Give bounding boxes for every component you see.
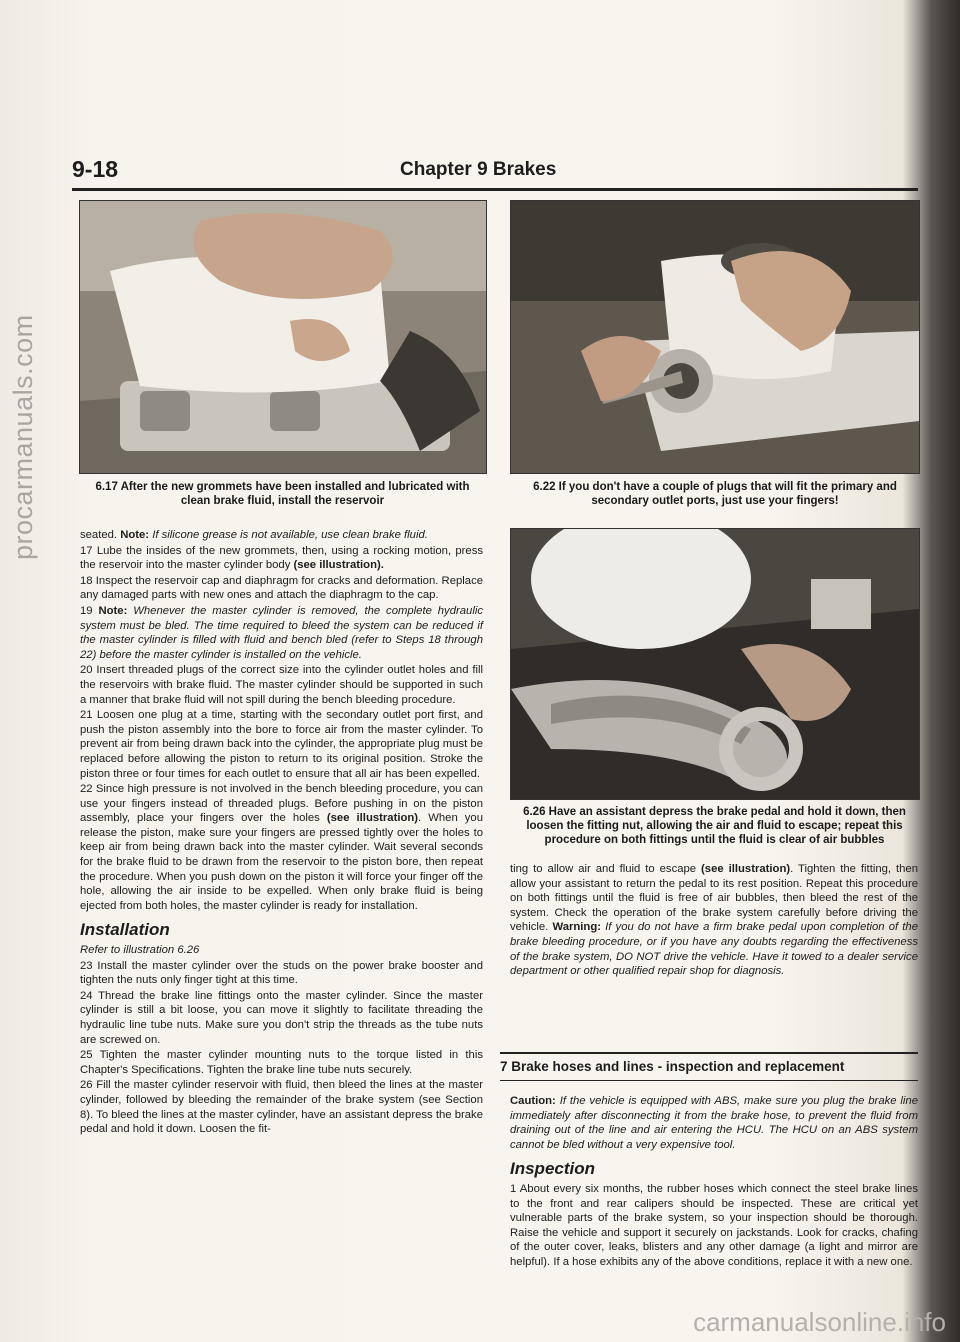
section-7-heading: 7 Brake hoses and lines - inspection and replacement [500,1052,918,1081]
chapter-title: Chapter 9 Brakes [400,159,557,180]
step-21: 21 Loosen one plug at a time, starting with the secondary outlet port first, and push the piston assembly into the bore to force air from the master cylinder. To prevent air from being drawn back into the cylinder, the appropriate plug must be replaced before allowing the piston to return to its original position. Stroke the piston three or four times for each outlet to ensure that all air has been expelled. [80,709,483,780]
caption-6-17: 6.17 After the new grommets have been installed and lubricated with clean brake fluid, install the reservoir [95,481,470,507]
paragraph-seated: seated. Note: If silicone grease is not available, use clean brake fluid. [80,529,428,541]
step-17: 17 Lube the insides of the new grommets, then, using a rocking motion, press the reservoir into the master cylinder body (see illustration). [80,544,483,572]
photo-6-22 [510,200,920,474]
step-18: 18 Inspect the reservoir cap and diaphragm for cracks and deformation. Replace any damaged parts with new ones and attach the diaphragm to the cap. [80,574,483,602]
photo-6-17 [79,200,487,474]
header-rule [72,188,918,191]
caption-6-22: 6.22 If you don't have a couple of plugs that will fit the primary and secondary outlet ports, just use your fingers! [533,481,897,507]
step-24: 24 Thread the brake line fittings onto the master cylinder. Since the master cylinder is still a bit loose, you can move it slightly to facilitate threading the hydraulic line tube nuts. Make sure you don't strip the threads as the tube nuts are screwed on. [80,989,483,1046]
step-19: 19 Note: Whenever the master cylinder is removed, the complete hydraulic system must be bled. The time required to bleed the system can be reduced if the master cylinder is filled with fluid and bench bled (refer to Steps 18 through 22) before the master cylinder is installed on the vehicle. [80,604,483,661]
step-20: 20 Insert threaded plugs of the correct size into the cylinder outlet holes and fill the reservoirs with brake fluid. The master cylinder should be supported in such a manner that brake fluid will not spill during the bench bleeding procedure. [80,664,483,706]
step-22: 22 Since high pressure is not involved in the bench bleeding procedure, you can use your fingers instead of threaded plugs. Before pushing in on the piston assembly, place your fingers over the holes (see illustration). When you release the piston, make sure your fingers are pressed tightly over the holes to keep air from being drawn back into the master cylinder. Wait several seconds for the brake fluid to be drawn from the reservoir to the piston bore, then repeat the procedure. When you push down on the piston it will force your finger off the hole, allowing the air inside to be expelled. When only brake fluid is being ejected from both holes, the master cylinder is ready for installation. [80,783,483,912]
right-column-upper [510,862,918,980]
page-number: 9-18 [72,156,119,182]
step-25: 25 Tighten the master cylinder mounting nuts to the torque listed in this Chapter's Specifications. Tighten the brake line tube nuts securely. [80,1049,483,1076]
page-header [72,156,918,186]
step-26: 26 Fill the master cylinder reservoir with fluid, then bleed the lines at the master cylinder, followed by bleeding the remainder of the brake system (see Section 8). To bleed the lines at the master cylinder, have an assistant depress the brake pedal and hold it down. Loosen the fit- [80,1079,483,1136]
left-column [80,528,483,1138]
photo-6-26 [510,528,920,800]
step-26-continued: ting to allow air and fluid to escape (see illustration). Tighten the fitting, then allow your assistant to return the pedal to its rest position. Repeat this procedure on both fittings until the fluid is free of air bubbles, then bleed the rest of the system. Check the operation of the brake system carefully before driving the vehicle. Warning: If you do not have a firm brake pedal upon completion of the brake bleeding procedure, or if you have any doubts regarding the effectiveness of the brake system, DO NOT drive the vehicle. Have it towed to a dealer service department or other qualified repair shop for diagnosis. [510,863,918,978]
caution-paragraph: Caution: If the vehicle is equipped with ABS, make sure you plug the brake line immediately after disconnecting it from the brake hose, to prevent the fluid from draining out of the line and air entering the HCU. The HCU on an ABS system cannot be bled without a very expensive tool. [510,1095,918,1151]
caption-6-26: 6.26 Have an assistant depress the brake pedal and hold it down, then loosen the fitting nut, allowing the air and fluid to escape; repeat this procedure on both fittings until the fluid is clear of air bubbles [523,806,906,846]
watermark-left: procarmanuals.com [8,314,38,560]
right-column-lower [510,1094,918,1271]
step-23: 23 Install the master cylinder over the studs on the power brake booster and tighten the nuts only finger tight at this time. [80,959,483,987]
watermark-bottom: carmanualsonline.info [693,1307,946,1337]
inspection-step-1: 1 About every six months, the rubber hoses which connect the steel brake lines to the front and rear calipers should be inspected. These are critical yet vulnerable parts of the brake system, so your inspection should be thorough. Raise the vehicle and support it securely on jackstands. Look for cracks, chafing of the outer cover, leaks, blisters and any other damage (a light and mirror are helpful). If a hose exhibits any of the above conditions, replace it with a new one. [510,1182,918,1268]
installation-heading: Installation [80,920,170,940]
inspection-heading: Inspection [510,1159,596,1179]
installation-ref: Refer to illustration 6.26 [80,944,200,957]
